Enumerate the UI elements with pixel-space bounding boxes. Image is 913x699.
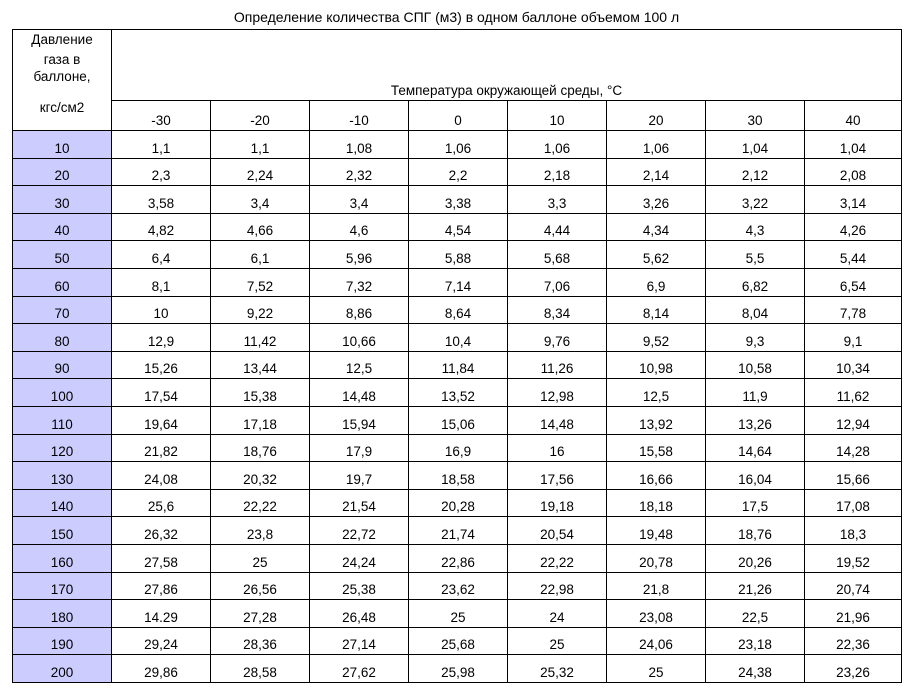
value-cell: 25,32 [508,655,607,683]
value-cell: 11,26 [508,351,607,379]
value-cell: 3,4 [211,186,310,214]
value-cell: 9,22 [211,296,310,324]
value-cell: 5,62 [607,241,706,269]
value-cell: 11,42 [211,324,310,352]
value-cell: 8,1 [112,268,211,296]
pressure-cell: 80 [13,324,112,352]
value-cell: 6,4 [112,241,211,269]
value-cell: 2,3 [112,158,211,186]
value-cell: 11,84 [409,351,508,379]
pressure-cell: 60 [13,268,112,296]
value-cell: 1,06 [508,131,607,159]
value-cell: 16,66 [607,462,706,490]
value-cell: 15,94 [310,406,409,434]
table-row [13,213,902,241]
value-cell: 25,68 [409,627,508,655]
value-cell: 3,3 [508,186,607,214]
value-cell: 8,04 [706,296,805,324]
value-cell: 7,06 [508,268,607,296]
value-cell: 18,76 [706,517,805,545]
table-row [13,379,902,407]
value-cell: 26,48 [310,600,409,628]
value-cell: 12,5 [310,351,409,379]
value-cell: 21,8 [607,572,706,600]
value-cell: 22,86 [409,544,508,572]
value-cell: 29,24 [112,627,211,655]
value-cell: 24,08 [112,462,211,490]
pressure-cell: 20 [13,158,112,186]
value-cell: 1,1 [112,131,211,159]
pressure-cell: 90 [13,351,112,379]
value-cell: 10,4 [409,324,508,352]
pressure-cell: 120 [13,434,112,462]
pressure-header-line1: Давление [31,32,93,47]
value-cell: 21,82 [112,434,211,462]
value-cell: 24 [508,600,607,628]
value-cell: 22,36 [805,627,902,655]
value-cell: 1,06 [409,131,508,159]
table-row [13,544,902,572]
value-cell: 26,32 [112,517,211,545]
value-cell: 25 [409,600,508,628]
value-cell: 15,06 [409,406,508,434]
value-cell: 17,56 [508,462,607,490]
table-row [13,186,902,214]
value-cell: 15,58 [607,434,706,462]
value-cell: 1,06 [607,131,706,159]
value-cell: 12,98 [508,379,607,407]
value-cell: 8,86 [310,296,409,324]
value-cell: 9,76 [508,324,607,352]
value-cell: 23,8 [211,517,310,545]
pressure-cell: 180 [13,600,112,628]
value-cell: 16 [508,434,607,462]
value-cell: 14,48 [508,406,607,434]
temperature-column-header: 30 [706,101,805,131]
temperature-column-header: 0 [409,101,508,131]
pressure-cell: 40 [13,213,112,241]
value-cell: 18,18 [607,489,706,517]
value-cell: 22,22 [508,544,607,572]
pressure-cell: 70 [13,296,112,324]
temperature-column-header: -20 [211,101,310,131]
value-cell: 5,88 [409,241,508,269]
table-row [13,131,902,159]
value-cell: 27,58 [112,544,211,572]
value-cell: 11,62 [805,379,902,407]
value-cell: 3,38 [409,186,508,214]
value-cell: 20,28 [409,489,508,517]
value-cell: 22,22 [211,489,310,517]
pressure-cell: 50 [13,241,112,269]
pressure-cell: 170 [13,572,112,600]
value-cell: 7,32 [310,268,409,296]
pressure-cell: 190 [13,627,112,655]
value-cell: 2,32 [310,158,409,186]
value-cell: 14,64 [706,434,805,462]
value-cell: 12,94 [805,406,902,434]
value-cell: 4,66 [211,213,310,241]
value-cell: 27,86 [112,572,211,600]
value-cell: 10 [112,296,211,324]
value-cell: 5,96 [310,241,409,269]
table-row [13,406,902,434]
value-cell: 1,08 [310,131,409,159]
value-cell: 19,48 [607,517,706,545]
table-row [13,434,902,462]
temperature-column-header: -10 [310,101,409,131]
value-cell: 5,5 [706,241,805,269]
value-cell: 15,26 [112,351,211,379]
table-row [13,572,902,600]
value-cell: 10,98 [607,351,706,379]
value-cell: 9,1 [805,324,902,352]
value-cell: 22,98 [508,572,607,600]
value-cell: 17,54 [112,379,211,407]
value-cell: 10,66 [310,324,409,352]
table-row [13,517,902,545]
value-cell: 29,86 [112,655,211,683]
value-cell: 20,54 [508,517,607,545]
value-cell: 2,12 [706,158,805,186]
value-cell: 23,18 [706,627,805,655]
value-cell: 10,34 [805,351,902,379]
table-body [13,131,902,683]
value-cell: 6,1 [211,241,310,269]
table-row [13,158,902,186]
value-cell: 19,7 [310,462,409,490]
table-row [13,268,902,296]
value-cell: 2,2 [409,158,508,186]
temperature-column-header: -30 [112,101,211,131]
value-cell: 28,58 [211,655,310,683]
value-cell: 17,18 [211,406,310,434]
pressure-cell: 140 [13,489,112,517]
value-cell: 13,92 [607,406,706,434]
value-cell: 21,54 [310,489,409,517]
temperature-column-header: 20 [607,101,706,131]
value-cell: 21,26 [706,572,805,600]
value-cell: 27,28 [211,600,310,628]
value-cell: 3,14 [805,186,902,214]
value-cell: 2,18 [508,158,607,186]
value-cell: 4,44 [508,213,607,241]
temperature-column-header: 40 [805,101,902,131]
value-cell: 7,78 [805,296,902,324]
value-cell: 9,3 [706,324,805,352]
value-cell: 24,24 [310,544,409,572]
value-cell: 5,44 [805,241,902,269]
value-cell: 17,08 [805,489,902,517]
value-cell: 10,58 [706,351,805,379]
pressure-column-header [13,30,112,131]
table-row [13,489,902,517]
value-cell: 20,26 [706,544,805,572]
table-row [13,351,902,379]
value-cell: 8,34 [508,296,607,324]
value-cell: 23,26 [805,655,902,683]
value-cell: 12,9 [112,324,211,352]
table-row [13,600,902,628]
pressure-header-line2: газа в [43,52,81,67]
value-cell: 4,6 [310,213,409,241]
value-cell: 24,06 [607,627,706,655]
value-cell: 5,68 [508,241,607,269]
value-cell: 13,26 [706,406,805,434]
value-cell: 2,24 [211,158,310,186]
value-cell: 27,14 [310,627,409,655]
value-cell: 27,62 [310,655,409,683]
table-row [13,324,902,352]
value-cell: 14.29 [112,600,211,628]
value-cell: 9,52 [607,324,706,352]
value-cell: 19,64 [112,406,211,434]
value-cell: 8,64 [409,296,508,324]
value-cell: 22,72 [310,517,409,545]
value-cell: 7,14 [409,268,508,296]
value-cell: 4,34 [607,213,706,241]
pressure-cell: 160 [13,544,112,572]
value-cell: 4,82 [112,213,211,241]
value-cell: 13,52 [409,379,508,407]
value-cell: 25 [211,544,310,572]
value-cell: 2,08 [805,158,902,186]
value-cell: 20,32 [211,462,310,490]
value-cell: 3,4 [310,186,409,214]
pressure-cell: 100 [13,379,112,407]
value-cell: 3,58 [112,186,211,214]
value-cell: 15,66 [805,462,902,490]
value-cell: 18,58 [409,462,508,490]
value-cell: 7,52 [211,268,310,296]
value-cell: 15,38 [211,379,310,407]
temperature-row [13,101,902,131]
value-cell: 3,26 [607,186,706,214]
value-cell: 21,74 [409,517,508,545]
value-cell: 3,22 [706,186,805,214]
gas-volume-table [12,29,902,683]
value-cell: 11,9 [706,379,805,407]
pressure-header-unit: кгс/см2 [39,100,85,115]
value-cell: 14,28 [805,434,902,462]
value-cell: 25,98 [409,655,508,683]
table-row [13,296,902,324]
value-cell: 18,3 [805,517,902,545]
value-cell: 18,76 [211,434,310,462]
temperature-header: Температура окружающей среды, °С [112,30,902,101]
value-cell: 20,78 [607,544,706,572]
value-cell: 12,5 [607,379,706,407]
value-cell: 6,54 [805,268,902,296]
pressure-header-line3: баллоне, [33,69,91,84]
table-row [13,655,902,683]
value-cell: 25 [607,655,706,683]
value-cell: 13,44 [211,351,310,379]
value-cell: 8,14 [607,296,706,324]
pressure-cell: 130 [13,462,112,490]
pressure-cell: 200 [13,655,112,683]
value-cell: 1,04 [706,131,805,159]
value-cell: 16,9 [409,434,508,462]
value-cell: 25,6 [112,489,211,517]
value-cell: 21,96 [805,600,902,628]
value-cell: 6,82 [706,268,805,296]
value-cell: 24,38 [706,655,805,683]
value-cell: 4,3 [706,213,805,241]
value-cell: 4,26 [805,213,902,241]
table-row [13,627,902,655]
pressure-cell: 30 [13,186,112,214]
pressure-cell: 150 [13,517,112,545]
pressure-cell: 110 [13,406,112,434]
value-cell: 26,56 [211,572,310,600]
value-cell: 22,5 [706,600,805,628]
value-cell: 25,38 [310,572,409,600]
value-cell: 1,04 [805,131,902,159]
value-cell: 4,54 [409,213,508,241]
value-cell: 19,52 [805,544,902,572]
value-cell: 19,18 [508,489,607,517]
value-cell: 25 [508,627,607,655]
value-cell: 2,14 [607,158,706,186]
value-cell: 17,5 [706,489,805,517]
value-cell: 23,08 [607,600,706,628]
value-cell: 23,62 [409,572,508,600]
value-cell: 6,9 [607,268,706,296]
table-row [13,241,902,269]
table-row [13,462,902,490]
value-cell: 17,9 [310,434,409,462]
temperature-column-header: 10 [508,101,607,131]
value-cell: 1,1 [211,131,310,159]
value-cell: 16,04 [706,462,805,490]
value-cell: 20,74 [805,572,902,600]
value-cell: 28,36 [211,627,310,655]
pressure-cell: 10 [13,131,112,159]
value-cell: 14,48 [310,379,409,407]
table-title: Определение количества СПГ (м3) в одном баллоне объемом 100 л [233,9,680,25]
